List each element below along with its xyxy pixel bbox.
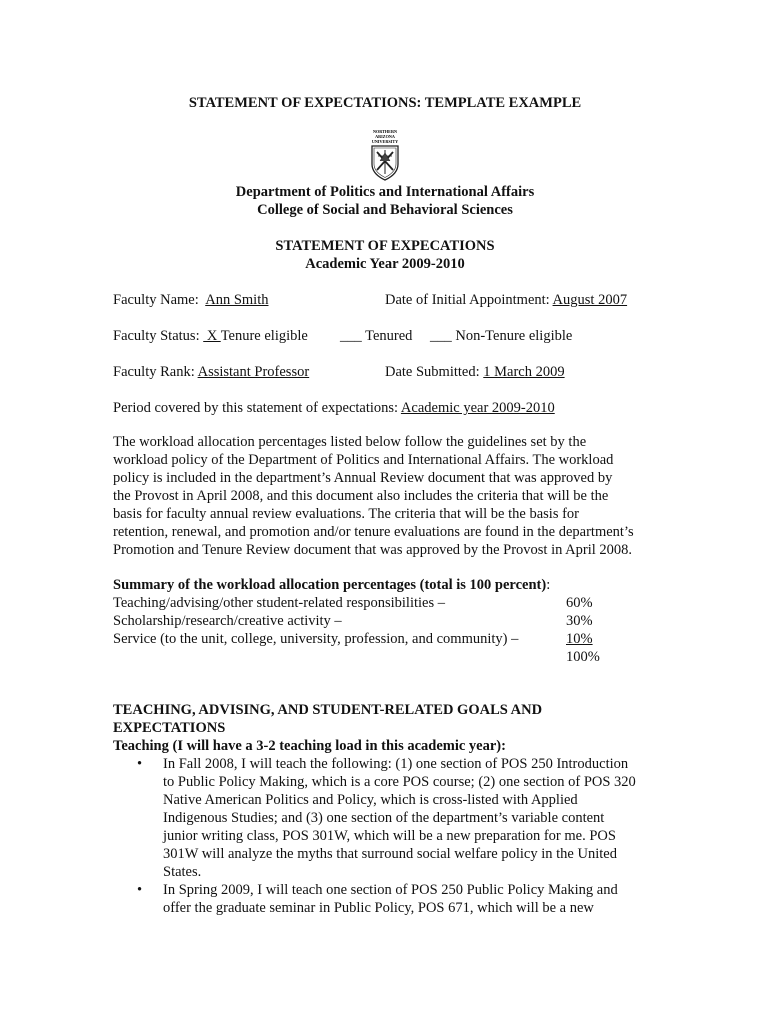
bullet-line: Native American Politics and Policy, which is cross-listed with Applied — [163, 792, 578, 808]
status-tenure-eligible-mark: X — [203, 328, 221, 344]
logo-text-1: NORTHERN — [372, 129, 398, 134]
document-title: STATEMENT OF EXPECTATIONS: TEMPLATE EXAMPLE — [188, 95, 582, 111]
faculty-rank-row — [113, 363, 309, 381]
summary-item-label: Service (to the unit, college, university, profession, and community) – — [113, 631, 519, 647]
bullet-line: 301W will analyze the myths that surround social welfare policy in the United — [163, 846, 617, 862]
department-name: Department of Politics and International Affairs — [235, 184, 535, 200]
date-submitted-row — [385, 363, 565, 381]
summary-total: 100% — [566, 649, 600, 665]
rank-label: Faculty Rank: — [113, 364, 195, 380]
paragraph-line: retention, renewal, and promotion and/or tenure evaluations are found in the department’s — [113, 524, 634, 540]
bullet-glyph: • — [137, 756, 143, 772]
paragraph-line: basis for faculty annual review evaluations. The criteria that will be the basis for — [113, 506, 579, 522]
submitted-value: 1 March 2009 — [483, 364, 565, 380]
period-row — [113, 399, 555, 417]
summary-heading: Summary of the workload allocation percentages (total is 100 percent) — [113, 577, 547, 593]
paragraph-line: workload policy of the Department of Politics and International Affairs. The workload — [113, 452, 614, 468]
academic-year: Academic Year 2009-2010 — [305, 256, 465, 272]
status-non-tenure: ___ Non-Tenure eligible — [430, 328, 573, 344]
paragraph-line: the Provost in April 2008, and this document also includes the criteria that will be the — [113, 488, 609, 504]
statement-title: STATEMENT OF EXPECATIONS — [275, 238, 495, 254]
paragraph-line: policy is included in the department’s Annual Review document that was approved by — [113, 470, 613, 486]
faculty-name-label: Faculty Name: — [113, 292, 199, 308]
paragraph-line: The workload allocation percentages listed below follow the guidelines set by the — [113, 434, 587, 450]
list-item — [113, 881, 673, 917]
summary-heading-suffix: : — [546, 577, 551, 593]
status-tenured: ___ Tenured — [340, 328, 413, 344]
workload-paragraph — [113, 433, 634, 559]
faculty-name-value: Ann Smith — [205, 292, 269, 308]
bullet-line: In Spring 2009, I will teach one section of POS 250 Public Policy Making and — [163, 882, 618, 898]
bullet-line: States. — [163, 864, 202, 880]
period-value: Academic year 2009-2010 — [400, 400, 555, 416]
bullet-line: In Fall 2008, I will teach the following: (1) one section of POS 250 Introduction — [163, 756, 629, 772]
period-label: Period covered by this statement of expectations: — [113, 400, 399, 416]
university-logo — [368, 128, 402, 182]
teaching-subheading: Teaching (I will have a 3-2 teaching load in this academic year): — [113, 738, 506, 754]
summary-item-pct: 60% — [566, 595, 593, 611]
paragraph-line: Promotion and Tenure Review document that was approved by the Provost in April 2008. — [113, 542, 633, 558]
list-item — [113, 755, 673, 881]
bullet-line: offer the graduate seminar in Public Policy, POS 671, which will be a new — [163, 900, 594, 916]
faculty-status-row — [113, 327, 308, 345]
bullet-line: to Public Policy Making, which is a core POS course; (2) one section of POS 320 — [163, 774, 636, 790]
summary-item-pct: 10% — [566, 631, 593, 647]
faculty-name-row — [113, 291, 268, 309]
teaching-heading-line2: EXPECTATIONS — [113, 720, 226, 736]
bullet-line: junior writing class, POS 301W, which will be a new preparation for me. POS — [163, 828, 616, 844]
logo-text-2: ARIZONA — [375, 134, 395, 139]
bullet-line: Indigenous Studies; and (3) one section of the department’s variable content — [163, 810, 605, 826]
summary-heading-row — [113, 576, 550, 594]
summary-item-label: Scholarship/research/creative activity – — [113, 613, 342, 629]
summary-item-pct: 30% — [566, 613, 593, 629]
appointment-label: Date of Initial Appointment: — [385, 292, 550, 308]
college-name: College of Social and Behavioral Sciences — [257, 202, 513, 218]
status-label: Faculty Status: — [113, 328, 200, 344]
appointment-value: August 2007 — [552, 292, 628, 308]
status-tenure-eligible-text: Tenure eligible — [220, 328, 308, 344]
teaching-heading-line1: TEACHING, ADVISING, AND STUDENT-RELATED GOALS AND — [113, 702, 543, 718]
submitted-label: Date Submitted: — [385, 364, 480, 380]
bullet-glyph: • — [137, 882, 143, 898]
rank-value: Assistant Professor — [197, 364, 310, 380]
appointment-row — [385, 291, 627, 309]
teaching-bullet-list — [113, 755, 673, 917]
logo-text-3: UNIVERSITY — [371, 139, 399, 144]
summary-item-label: Teaching/advising/other student-related responsibilities – — [113, 595, 445, 611]
